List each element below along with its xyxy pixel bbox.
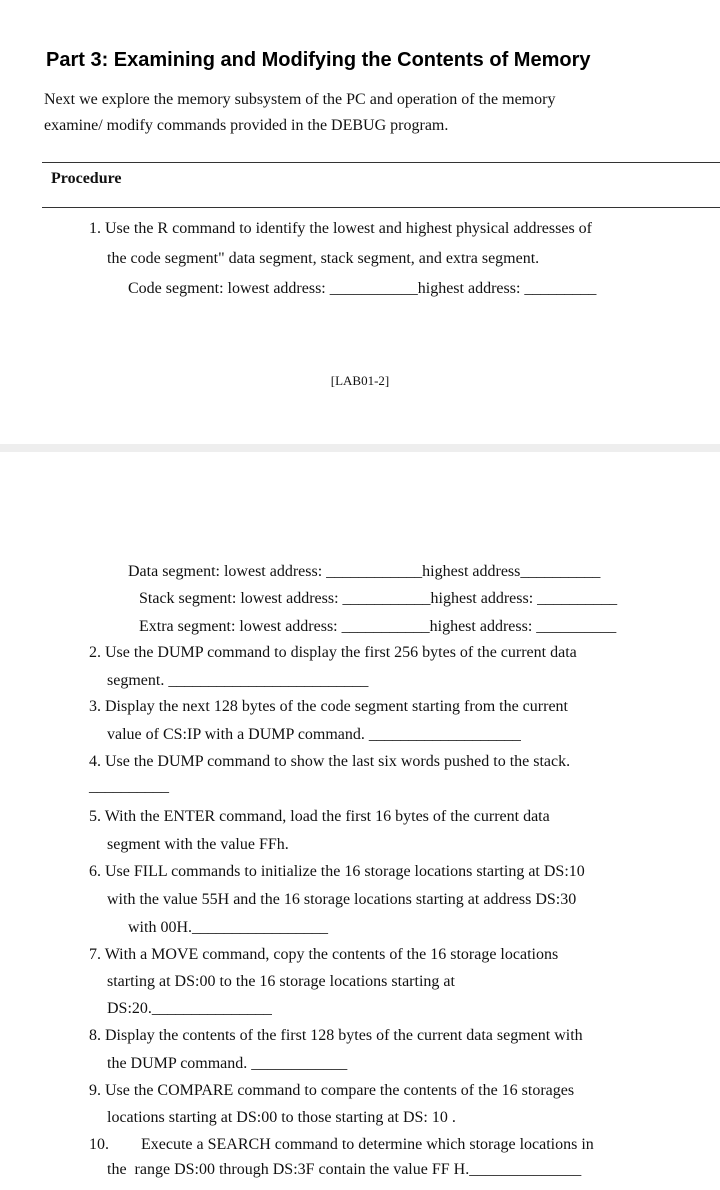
- step-4-line-1: 4. Use the DUMP command to show the last six words pushed to the stack.: [89, 753, 571, 770]
- step-7-line-1: 7. With a MOVE command, copy the contents of the 16 storage locations: [89, 946, 559, 963]
- step-9-line-2: locations starting at DS:00 to those starting at DS: 10 .: [107, 1109, 456, 1126]
- page-1: [0, 0, 720, 444]
- step-10-line-2: the range DS:00 through DS:3F contain the value FF H.______________: [107, 1161, 582, 1178]
- step-4-line-2: __________: [89, 778, 169, 795]
- step-7-line-3: DS:20._______________: [107, 1000, 272, 1017]
- procedure-bottom-rule: [42, 207, 720, 208]
- page-2: [0, 452, 720, 1190]
- step-3-line-2: value of CS:IP with a DUMP command. ___________________: [107, 726, 521, 743]
- page-footer-tag: [LAB01-2]: [330, 373, 390, 388]
- intro-line-1: Next we explore the memory subsystem of the PC and operation of the memory: [44, 91, 556, 108]
- procedure-title: Procedure: [51, 170, 122, 187]
- stack-segment-line: Stack segment: lowest address: ___________highest address: __________: [139, 590, 618, 607]
- data-segment-line: Data segment: lowest address: ____________highest address__________: [128, 563, 601, 580]
- section-heading: Part 3: Examining and Modifying the Contents of Memory: [46, 49, 591, 71]
- intro-line-2: examine/ modify commands provided in the DEBUG program.: [44, 117, 449, 134]
- step-8-line-1: 8. Display the contents of the first 128 bytes of the current data segment with: [89, 1027, 583, 1044]
- step-6-line-2: with the value 55H and the 16 storage locations starting at address DS:30: [107, 891, 577, 908]
- step-9-line-1: 9. Use the COMPARE command to compare the contents of the 16 storages: [89, 1082, 575, 1099]
- step-2-line-1: 2. Use the DUMP command to display the first 256 bytes of the current data: [89, 644, 577, 661]
- step-10-line-1: 10. Execute a SEARCH command to determine which storage locations in: [89, 1136, 594, 1153]
- procedure-top-rule: [42, 162, 720, 163]
- step-1-line-1: 1. Use the R command to identify the lowest and highest physical addresses of: [89, 220, 593, 237]
- extra-segment-line: Extra segment: lowest address: ___________highest address: __________: [139, 618, 617, 635]
- step-5-line-1: 5. With the ENTER command, load the first 16 bytes of the current data: [89, 808, 550, 825]
- step-2-line-2: segment. _________________________: [107, 672, 369, 689]
- step-8-line-2: the DUMP command. ____________: [107, 1055, 348, 1072]
- step-3-line-1: 3. Display the next 128 bytes of the code segment starting from the current: [89, 698, 568, 715]
- step-6-line-3: with 00H._________________: [128, 919, 328, 936]
- page-separator: [0, 444, 720, 452]
- code-segment-line: Code segment: lowest address: ___________highest address: _________: [128, 280, 597, 297]
- step-1-line-2: the code segment" data segment, stack segment, and extra segment.: [107, 250, 540, 267]
- step-7-line-2: starting at DS:00 to the 16 storage locations starting at: [107, 973, 455, 990]
- step-5-line-2: segment with the value FFh.: [107, 836, 289, 853]
- step-6-line-1: 6. Use FILL commands to initialize the 16 storage locations starting at DS:10: [89, 863, 585, 880]
